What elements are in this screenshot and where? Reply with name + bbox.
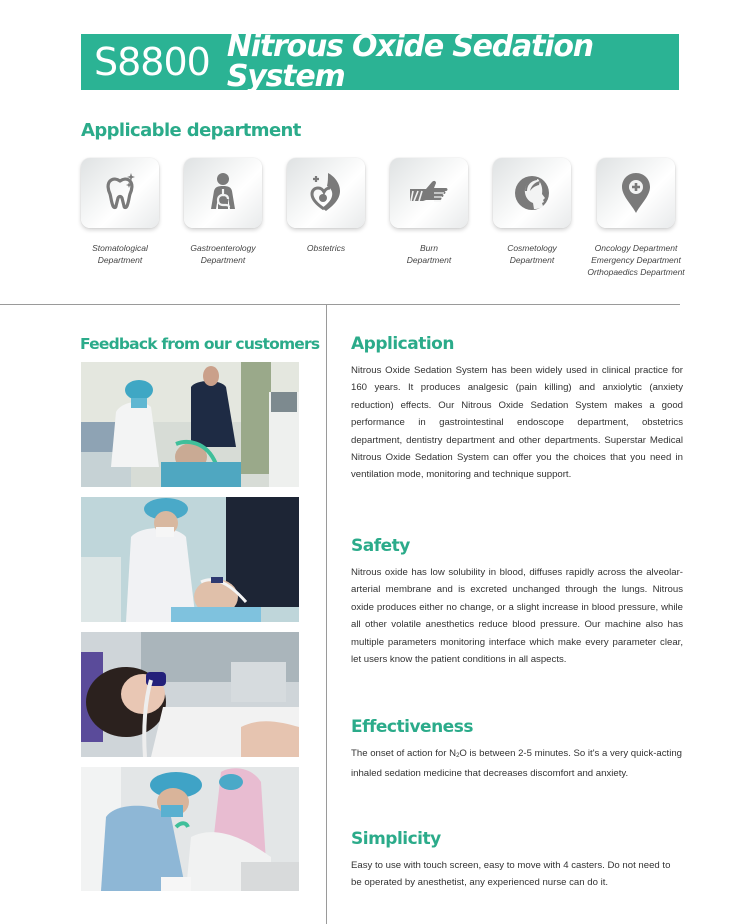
photo-nurse-fitting-mask — [81, 362, 299, 487]
section-body: Nitrous oxide has low solubility in blood, diffuses rapidly across the alveolar-arterial membrane and is excreted unchanged through the lungs. Nitrous oxide produces either no change, or a slight increase in blood pressure, while all other volatile anesthetics reduce blood pressure. Our machine also has multiple parameters monitoring interface which make every parameter clear, let users know the patient conditions in all aspects. — [351, 567, 683, 666]
section-body: The onset of action for $N_2O$ is between 2-5 minutes. So it's a very quick-acting inhaled sedation medicine that decreases discomfort and anxiety. — [351, 748, 682, 780]
tooth-icon — [96, 169, 144, 217]
customer-photo-1 — [81, 362, 299, 487]
department-card — [390, 158, 468, 228]
department-label: Stomatological Department — [92, 243, 148, 265]
department-label: Burn Department — [406, 243, 452, 265]
title-banner — [81, 29, 679, 94]
product-model: S8800 — [94, 40, 210, 84]
department-card — [493, 158, 571, 228]
customer-photo-3 — [81, 632, 299, 757]
customer-photo-4 — [81, 767, 299, 891]
section-title: Simplicity — [351, 829, 441, 849]
photo-dentist-and-nurse-treating-patient — [81, 767, 299, 891]
section-safety — [351, 536, 683, 668]
stomach-body-icon — [199, 169, 247, 217]
product-name: Nitrous Oxide Sedation System — [226, 29, 593, 94]
horizontal-divider — [0, 304, 680, 305]
department-label: Obstetrics — [306, 243, 346, 253]
department-item-burn — [377, 158, 481, 266]
section-simplicity — [351, 829, 683, 892]
feedback-heading: Feedback from our customers — [80, 335, 320, 353]
section-body: Easy to use with touch screen, easy to move with 4 casters. Do not need to be operated by anesthetist, any experienced nurse can do it. — [351, 860, 671, 889]
departments-heading: Applicable department — [81, 120, 301, 141]
section-effectiveness — [351, 717, 683, 783]
vertical-divider — [326, 304, 327, 924]
section-title: Application — [351, 334, 454, 354]
photo-patient-wearing-nasal-mask — [81, 632, 299, 757]
department-item-gastroenterology — [171, 158, 275, 266]
department-item-oncology-emergency-orthopaedics — [583, 158, 689, 278]
section-body: Nitrous Oxide Sedation System has been widely used in clinical practice for 160 years. It produces analgesic (pain killing) and anxiolytic (anxiety reduction) effects. Our Nitrous Oxide Sedation System makes a good performance in gastrointestinal endoscope department, obstetrics department, dentistry department and other departments. Superstar Medical Nitrous Oxide Sedation System can offer you the choices that you need in ventilation mode, monitoring and technique support. — [351, 365, 683, 481]
department-list — [68, 158, 688, 288]
customer-photo-2 — [81, 497, 299, 622]
department-card — [81, 158, 159, 228]
department-card — [597, 158, 675, 228]
photo-dentist-treating-patient — [81, 497, 299, 622]
department-item-stomatological — [68, 158, 172, 266]
department-label: Cosmetology Department — [507, 243, 557, 265]
bandaged-hand-icon — [405, 169, 453, 217]
department-label: Gastroenterology Department — [190, 243, 256, 265]
department-item-cosmetology — [480, 158, 584, 266]
mother-baby-heart-icon — [302, 169, 350, 217]
section-title: Safety — [351, 536, 410, 556]
section-application — [351, 334, 683, 484]
section-title: Effectiveness — [351, 717, 473, 737]
department-label: Oncology Department Emergency Department Orthopaedics Department — [587, 243, 685, 277]
woman-face-profile-icon — [508, 169, 556, 217]
department-card — [287, 158, 365, 228]
department-item-obstetrics — [274, 158, 378, 254]
department-card — [184, 158, 262, 228]
location-pin-cross-icon — [612, 169, 660, 217]
